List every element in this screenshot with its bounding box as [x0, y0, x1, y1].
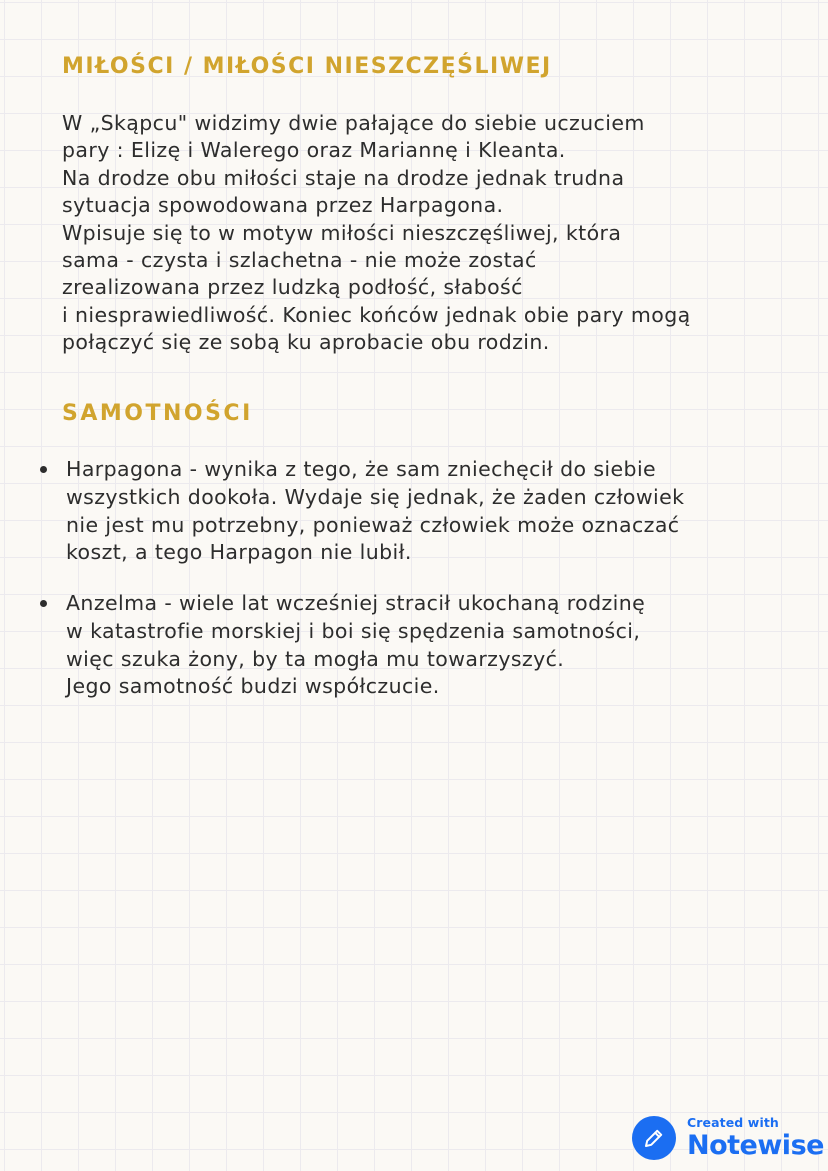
- bullet-item-harpagon: [40, 456, 684, 567]
- text-line: w katastrofie morskiej i boi się spędzenia samotności,: [66, 618, 641, 643]
- notewise-logo-circle: [632, 1116, 676, 1160]
- text-line: Wpisuje się to w motyw miłości nieszczęśliwej, która: [62, 220, 622, 245]
- bullet-dot: [40, 466, 47, 473]
- bullet-item-anzelm: [40, 590, 645, 701]
- text-line: W „Skąpcu" widzimy dwie pałające do siebie uczuciem: [62, 111, 645, 135]
- text-line: Na drodze obu miłości staje na drodze jednak trudna: [62, 165, 625, 190]
- text-line: połączyć się ze sobą ku aprobacie obu rodzin.: [62, 330, 550, 355]
- text-line: Anzelma - wiele lat wcześniej stracił ukochaną rodzinę: [66, 591, 646, 615]
- text-line: nie jest mu potrzebny, ponieważ człowiek może oznaczać: [66, 512, 680, 537]
- section-title-love: MIŁOŚCI / MIŁOŚCI NIESZCZĘŚLIWEJ: [62, 54, 552, 79]
- text-line: Jego samotność budzi współczucie.: [66, 674, 440, 699]
- text-line: więc szuka żony, by ta mogła mu towarzyszyć.: [66, 646, 565, 671]
- text-line: koszt, a tego Harpagon nie lubił.: [66, 540, 412, 565]
- text-line: i niesprawiedliwość. Koniec końców jednak obie pary mogą: [62, 302, 691, 327]
- text-line: sytuacja spowodowana przez Harpagona.: [62, 193, 504, 218]
- notewise-brand: Notewise: [687, 1129, 824, 1161]
- love-paragraph: [62, 110, 691, 357]
- notewise-logo-text: [687, 1117, 824, 1159]
- pencil-icon: [642, 1126, 666, 1150]
- section-title-loneliness: SAMOTNOŚCI: [62, 401, 253, 426]
- bullet-text-harpagon: [66, 456, 684, 567]
- text-line: Harpagona - wynika z tego, że sam zniechęcił do siebie: [66, 457, 657, 481]
- text-line: sama - czysta i szlachetna - nie może zostać: [62, 248, 537, 273]
- text-line: wszystkich dookoła. Wydaje się jednak, że żaden człowiek: [66, 484, 685, 509]
- text-line: pary : Elizę i Walerego oraz Mariannę i Kleanta.: [62, 138, 566, 163]
- text-line: zrealizowana przez ludzką podłość, słabość: [62, 275, 523, 300]
- notewise-watermark[interactable]: [632, 1116, 824, 1160]
- bullet-dot: [40, 600, 47, 607]
- created-with-label: Created with: [687, 1115, 779, 1131]
- bullet-text-anzelm: [66, 590, 645, 701]
